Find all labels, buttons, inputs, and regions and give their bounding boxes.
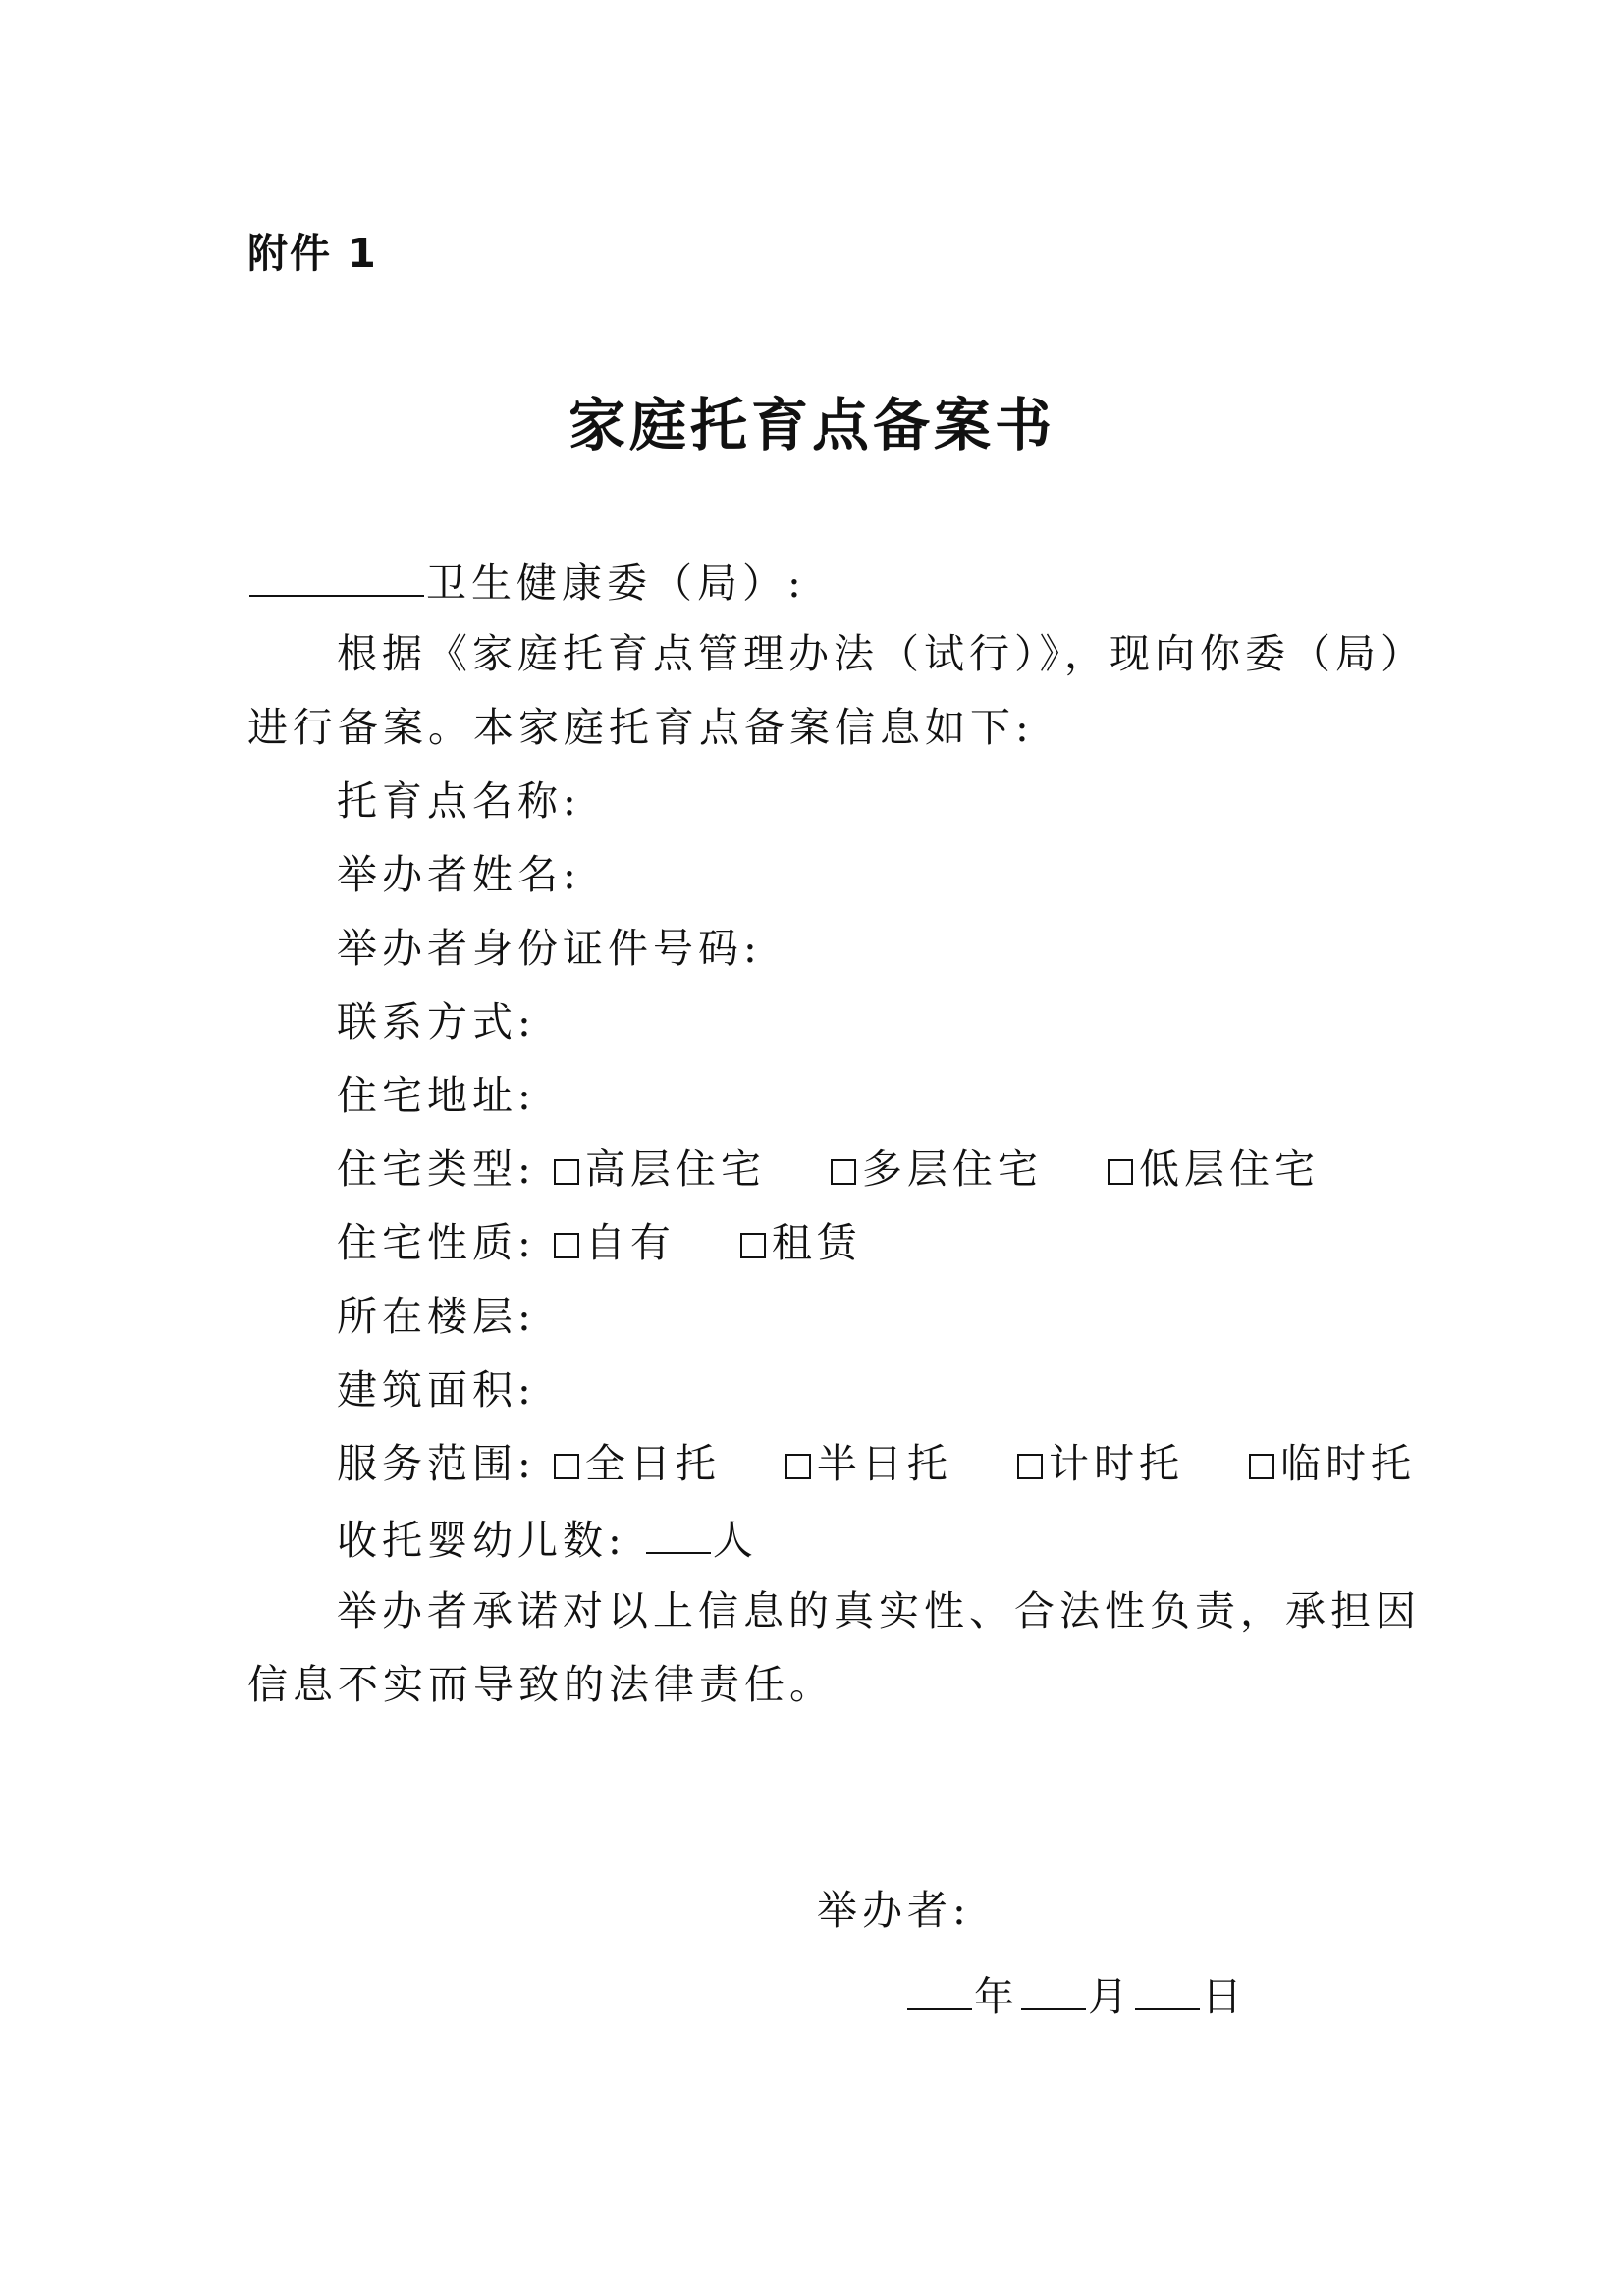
field-area: 建筑面积: (337, 1366, 536, 1414)
attachment-label: 附件 1 (247, 230, 378, 277)
field-organizer: 举办者姓名: (337, 851, 581, 898)
field-capacity (337, 1513, 758, 1565)
service-scope-option-temporary[interactable]: 临时托 (1249, 1439, 1416, 1488)
checkbox-icon[interactable] (554, 1454, 579, 1479)
checkbox-icon[interactable] (1249, 1454, 1274, 1479)
addressee-line (247, 556, 806, 608)
field-name: 托育点名称: (337, 777, 581, 825)
commitment-line-1: 举办者承诺对以上信息的真实性、合法性负责，承担因 (337, 1587, 1421, 1634)
housing-nature-label: 住宅性质: (337, 1219, 536, 1266)
capacity-label: 收托婴幼儿数: (337, 1517, 626, 1564)
housing-type-option-multi-storey[interactable]: 多层住宅 (831, 1145, 1043, 1194)
field-housing-type (337, 1145, 1320, 1194)
field-id-number: 举办者身份证件号码: (337, 925, 762, 972)
service-scope-option-full-day[interactable]: 全日托 (554, 1439, 721, 1488)
month-blank[interactable] (1021, 1969, 1086, 2010)
commitment-line-2: 信息不实而导致的法律责任。 (247, 1661, 835, 1708)
capacity-unit: 人 (712, 1517, 758, 1564)
housing-type-option-high-rise[interactable]: 高层住宅 (554, 1145, 766, 1194)
capacity-blank[interactable] (646, 1513, 711, 1554)
housing-type-option-low-rise[interactable]: 低层住宅 (1108, 1145, 1320, 1194)
field-floor: 所在楼层: (337, 1293, 536, 1340)
housing-nature-option-rented[interactable]: 租赁 (740, 1218, 862, 1267)
checkbox-icon[interactable] (554, 1233, 579, 1258)
housing-nature-option-owned[interactable]: 自有 (554, 1218, 676, 1267)
service-scope-label: 服务范围: (337, 1440, 536, 1487)
field-contact: 联系方式: (337, 998, 536, 1045)
service-scope-option-half-day[interactable]: 半日托 (785, 1439, 952, 1488)
date-line (905, 1969, 1247, 2021)
intro-line-2: 进行备案。本家庭托育点备案信息如下: (247, 704, 1034, 751)
intro-line-1: 根据《家庭托育点管理办法（试行）》，现向你委（局） (337, 630, 1426, 677)
field-housing-nature (337, 1218, 862, 1267)
day-blank[interactable] (1135, 1969, 1200, 2010)
day-label: 日 (1202, 1973, 1247, 2020)
addressee-blank[interactable] (249, 556, 424, 597)
checkbox-icon[interactable] (554, 1159, 579, 1185)
document-title: 家庭托育点备案书 (568, 392, 1056, 458)
checkbox-icon[interactable] (1108, 1159, 1133, 1185)
year-blank[interactable] (907, 1969, 972, 2010)
service-scope-option-hourly[interactable]: 计时托 (1017, 1439, 1184, 1488)
housing-type-label: 住宅类型: (337, 1146, 536, 1193)
field-service-scope (337, 1439, 1416, 1488)
field-address: 住宅地址: (337, 1072, 536, 1119)
year-label: 年 (974, 1973, 1019, 2020)
signature-label: 举办者: (817, 1887, 971, 1934)
checkbox-icon[interactable] (740, 1233, 766, 1258)
addressee-text: 卫生健康委（局）: (426, 560, 806, 607)
checkbox-icon[interactable] (785, 1454, 811, 1479)
checkbox-icon[interactable] (1017, 1454, 1043, 1479)
checkbox-icon[interactable] (831, 1159, 856, 1185)
month-label: 月 (1088, 1973, 1133, 2020)
